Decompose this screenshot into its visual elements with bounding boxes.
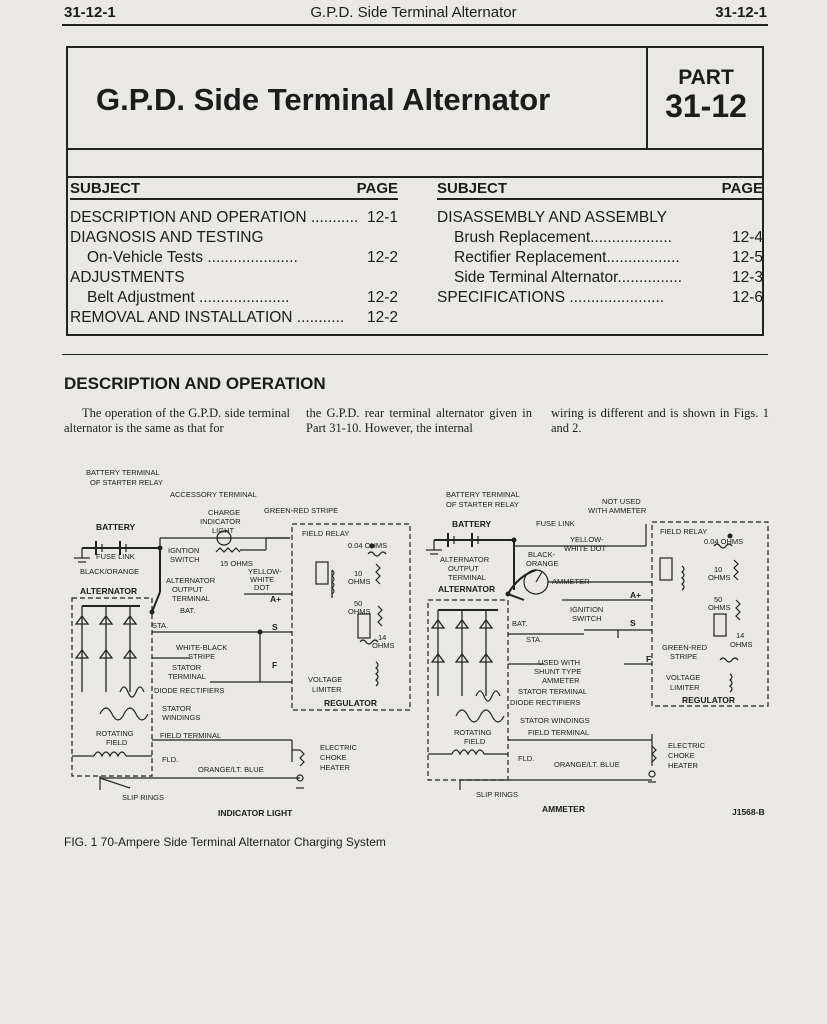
label-stator-windings-2: WINDINGS [162,713,201,722]
toc-entry [437,248,763,268]
toc-entry-label: Belt Adjustment ..................... [87,289,290,306]
label-heater: HEATER [320,763,350,772]
label-white-black-2: STRIPE [188,652,216,661]
ammeter-wiring-diagram [424,484,774,824]
toc-entry [437,208,763,228]
label-diode-rectifiers: DIODE RECTIFIERS [154,686,225,695]
toc-subject-heading: SUBJECT [437,180,508,197]
part-label: PART [678,66,734,89]
label-a-plus: A+ [270,594,282,604]
label-black-orange: BLACK/ORANGE [80,567,140,576]
label-rotating: ROTATING [96,729,134,738]
toc-top-rule [66,176,764,178]
label-diode-rectifiers: DIODE RECTIFIERS [510,698,581,707]
label-0-04-ohms: 0.04 OHMS [704,537,744,546]
part-number: 31-12 [665,88,747,124]
toc-entry-page: 12-2 [366,289,398,306]
label-alt-output-2: OUTPUT [448,564,479,573]
toc-entry-label: DIAGNOSIS AND TESTING [70,229,264,246]
label-stator-terminal-1: STATOR [172,663,202,672]
label-not-used-1: NOT USED [602,497,641,506]
label-charge: CHARGE [208,508,241,517]
toc-page-heading: PAGE [356,180,398,197]
label-ammeter-caption: AMMETER [542,804,585,814]
label-field: FIELD [464,737,486,746]
label-stator-windings-1: STATOR [162,704,192,713]
label-used-with-1: USED WITH [538,658,581,667]
label-starter-relay: OF STARTER RELAY [446,500,519,509]
label-electric: ELECTRIC [320,743,358,752]
toc-entry-page: 12-2 [366,249,398,266]
toc-entry-page: 12-5 [731,249,763,266]
label-14: 14 [378,633,387,642]
label-used-with-2: SHUNT TYPE [534,667,582,676]
section-number-left: 31-12-1 [64,4,116,21]
section-number-right: 31-12-1 [715,4,767,21]
label-voltage: VOLTAGE [308,675,343,684]
label-limiter: LIMITER [312,685,342,694]
label-starter-relay: OF STARTER RELAY [90,478,163,487]
label-slip-rings: SLIP RINGS [476,790,518,799]
label-15-ohms: 15 OHMS [220,559,253,568]
label-fuse-link: FUSE LINK [536,519,575,528]
body-column-3: wiring is different and is shown in Figs. 1 and 2. [551,406,769,435]
label-orange-blue: ORANGE/LT. BLUE [198,765,264,774]
label-14: 14 [736,631,745,640]
label-indicator: INDICATOR [200,517,241,526]
toc-entry [70,268,398,288]
label-f: F [272,660,278,670]
label-orange: ORANGE [526,559,559,568]
label-alternator: ALTERNATOR [438,584,496,594]
label-electric: ELECTRIC [668,741,706,750]
label-50: 50 [354,599,363,608]
label-green-red: GREEN-RED STRIPE [264,506,339,515]
label-heater: HEATER [668,761,698,770]
label-ignition: IGNTION [168,546,200,555]
label-stator-windings: STATOR WINDINGS [520,716,590,725]
toc-entry [70,248,398,268]
section-rule [62,354,768,355]
label-limiter: LIMITER [670,683,700,692]
toc-entry-label: On-Vehicle Tests ..................... [87,249,298,266]
label-alt-output-3: TERMINAL [172,594,210,603]
toc-entry-label: REMOVAL AND INSTALLATION ........... [70,309,345,326]
label-10: 10 [714,565,723,574]
toc-entry [70,288,398,308]
label-field: FIELD [106,738,128,747]
label-sta: STA. [152,621,169,630]
label-choke: CHOKE [668,751,695,760]
label-alt-output-1: ALTERNATOR [166,576,216,585]
label-figure-code: J1568-B [732,807,765,817]
toc-right [437,180,763,308]
toc-left [70,180,398,328]
body-column-2: the G.P.D. rear terminal alternator given in Part 31-10. However, the internal [306,406,532,435]
label-bat: BAT. [512,619,528,628]
label-50: 50 [714,595,723,604]
label-alt-output-3: TERMINAL [448,573,486,582]
label-fld: FLD. [162,755,179,764]
label-sta: STA. [526,635,543,644]
label-10-ohms: OHMS [348,577,371,586]
toc-entry-label: Rectifier Replacement................. [454,249,680,266]
indicator-light-wiring-diagram [60,462,420,822]
label-fuse-link: FUSE LINK [96,552,135,561]
label-used-with-3: AMMETER [542,676,580,685]
label-indicator-light-caption: INDICATOR LIGHT [218,808,293,818]
label-orange-blue: ORANGE/LT. BLUE [554,760,620,769]
toc-entry [70,208,398,228]
label-battery: BATTERY [96,522,136,532]
toc-entry [437,228,763,248]
section-heading: DESCRIPTION AND OPERATION [64,374,326,393]
label-battery-terminal: BATTERY TERMINAL [86,468,160,477]
toc-subject-heading: SUBJECT [70,180,141,197]
label-green-red-2: STRIPE [670,652,698,661]
label-bat: BAT. [180,606,196,615]
label-black: BLACK- [528,550,556,559]
label-white-black-1: WHITE-BLACK [176,643,228,652]
label-alt-output-1: ALTERNATOR [440,555,490,564]
toc-entry-page: 12-2 [366,309,398,326]
label-s: S [272,622,278,632]
label-10-ohms: OHMS [708,573,731,582]
label-field-relay: FIELD RELAY [302,529,350,538]
toc-page-heading: PAGE [721,180,763,197]
label-field-relay: FIELD RELAY [660,527,708,536]
label-field-terminal: FIELD TERMINAL [528,728,590,737]
toc-entry-page: 12-1 [366,209,398,226]
body-column-1: The operation of the G.P.D. side terminal alternator is the same as that for [64,406,290,435]
label-yellow-white-2: WHITE [250,575,275,584]
figure-caption: FIG. 1 70-Ampere Side Terminal Alternator Charging System [64,835,386,849]
label-ammeter: AMMETER [552,577,590,586]
toc-entry-page: 12-4 [731,229,763,246]
label-battery-terminal: BATTERY TERMINAL [446,490,520,499]
toc-entry-label: Brush Replacement................... [454,229,672,246]
label-regulator: REGULATOR [324,698,378,708]
label-voltage: VOLTAGE [666,673,701,682]
label-f: F [646,654,652,664]
toc-entry [70,228,398,248]
label-rotating: ROTATING [454,728,492,737]
label-battery: BATTERY [452,519,492,529]
toc-entry-label: SPECIFICATIONS ...................... [437,289,665,306]
toc-entry-label: DESCRIPTION AND OPERATION ........... [70,209,359,226]
label-ignition: IGNITION [570,605,604,614]
toc-entry-label: DISASSEMBLY AND ASSEMBLY [437,209,668,226]
label-14-ohms: OHMS [730,640,753,649]
label-light: LIGHT [212,526,235,535]
label-50-ohms: OHMS [708,603,731,612]
part-block [648,66,764,122]
label-regulator: REGULATOR [682,695,736,705]
label-stator-terminal-2: TERMINAL [168,672,206,681]
label-stator-terminal: STATOR TERMINAL [518,687,588,696]
label-alternator: ALTERNATOR [80,586,138,596]
header-rule [62,24,768,26]
label-slip-rings: SLIP RINGS [122,793,164,802]
label-50-ohms: OHMS [348,607,371,616]
label-yellow-white-1: YELLOW- [570,535,604,544]
label-0-04-ohms: 0.04 OHMS [348,541,388,550]
label-fld: FLD. [518,754,535,763]
label-yellow-white-2: WHITE DOT [564,544,607,553]
label-green-red-1: GREEN-RED [662,643,708,652]
label-not-used-2: WITH AMMETER [588,506,647,515]
label-accessory-terminal: ACCESSORY TERMINAL [170,490,257,499]
label-choke: CHOKE [320,753,347,762]
label-switch: SWITCH [572,614,602,623]
label-field-terminal: FIELD TERMINAL [160,731,222,740]
label-10: 10 [354,569,363,578]
running-title: G.P.D. Side Terminal Alternator [310,4,517,21]
label-alt-output-2: OUTPUT [172,585,203,594]
toc-entry [437,268,763,288]
toc-entry-page: 12-3 [731,269,763,286]
label-switch: SWITCH [170,555,200,564]
title-bottom-rule [66,148,764,150]
toc-entry [437,288,763,308]
toc-entry [70,308,398,328]
label-s: S [630,618,636,628]
toc-entry-label: Side Terminal Alternator............... [454,269,683,286]
label-yellow-white-1: YELLOW- [248,567,282,576]
toc-entry-label: ADJUSTMENTS [70,269,185,286]
label-a-plus: A+ [630,590,642,600]
label-14-ohms: OHMS [372,641,395,650]
page-title: G.P.D. Side Terminal Alternator [96,82,551,117]
label-yellow-white-3: DOT [254,583,270,592]
toc-entry-page: 12-6 [731,289,763,306]
